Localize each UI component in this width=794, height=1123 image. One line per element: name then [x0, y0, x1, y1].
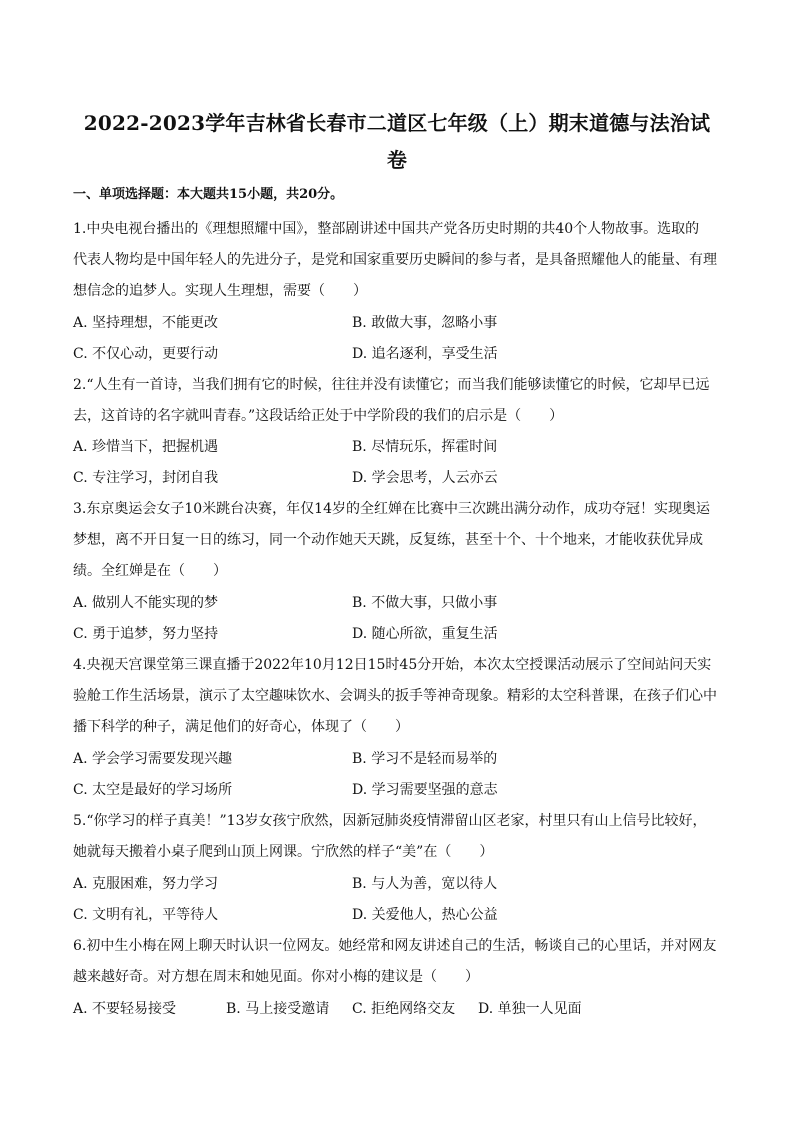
exam-title-line2: 卷	[386, 148, 408, 172]
section-heading: 一、单项选择题：本大题共15小题，共20分。	[73, 187, 344, 202]
option-d: D. 单独一人见面	[478, 1001, 582, 1017]
option-a: A. 珍惜当下，把握机遇	[73, 439, 219, 455]
question-line: 1.中央电视台播出的《理想照耀中国》，整部剧讲述中国共产党各历史时期的共40个人物故事。选取的	[73, 221, 700, 237]
option-b: B. 尽情玩乐，挥霍时间	[352, 439, 498, 455]
question-line: 6.初中生小梅在网上聊天时认识一位网友。她经常和网友讲述自己的生活，畅谈自己的心里话，并对网友	[73, 938, 717, 954]
question-line: 2.“人生有一首诗，当我们拥有它的时候，往往并没有读懂它；而当我们能够读懂它的时候，它却早已远	[73, 377, 710, 393]
option-b: B. 敢做大事，忽略小事	[352, 315, 498, 331]
option-d: D. 学会思考，人云亦云	[352, 470, 498, 486]
question-line: 3.东京奥运会女子10米跳台决赛，年仅14岁的全红婵在比赛中三次跳出满分动作，成功夺冠！实现奥运	[73, 501, 710, 517]
option-d: D. 追名逐利，享受生活	[352, 346, 498, 362]
option-c: C. 太空是最好的学习场所	[73, 782, 233, 798]
option-a: A. 做别人不能实现的梦	[73, 595, 219, 611]
question-line: 她就每天搬着小桌子爬到山顶上网课。宁欣然的样子“美”在（ ）	[73, 844, 494, 860]
exam-title-line1: 2022-2023学年吉林省长春市二道区七年级（上）期末道德与法治试	[83, 111, 711, 135]
question-line: 代表人物均是中国年轻人的先进分子，是党和国家重要历史瞬间的参与者，是具备照耀他人的能量、有理	[73, 252, 717, 268]
option-c: C. 不仅心动，更要行动	[73, 346, 219, 362]
option-a: A. 坚持理想，不能更改	[73, 315, 219, 331]
option-c: C. 拒绝网络交友	[352, 1001, 456, 1017]
option-b: B. 学习不是轻而易举的	[352, 751, 498, 767]
option-c: C. 勇于追梦，努力坚持	[73, 626, 219, 642]
question-line: 验舱工作生活场景，演示了太空趣味饮水、会调头的扳手等神奇现象。精彩的太空科普课，在孩子们心中	[73, 688, 717, 704]
option-b: B. 与人为善，宽以待人	[352, 876, 498, 892]
option-c: C. 文明有礼，平等待人	[73, 907, 219, 923]
question-line: 5.“你学习的样子真美！”13岁女孩宁欣然，因新冠肺炎疫情滞留山区老家，村里只有山上信号比较好，	[73, 813, 707, 829]
question-line: 4.央视天宫课堂第三课直播于2022年10月12日15时45分开始，本次太空授课活动展示了空间站问天实	[73, 657, 712, 673]
option-a: A. 克服困难，努力学习	[73, 876, 219, 892]
option-b: B. 不做大事，只做小事	[352, 595, 498, 611]
option-d: D. 学习需要坚强的意志	[352, 782, 498, 798]
option-a: A. 学会学习需要发现兴趣	[73, 751, 233, 767]
question-line: 播下科学的种子，满足他们的好奇心，体现了（ ）	[73, 719, 409, 735]
question-line: 去，这首诗的名字就叫青春。”这段话给正处于中学阶段的我们的启示是（ ）	[73, 408, 564, 424]
question-line: 想信念的追梦人。实现人生理想，需要（ ）	[73, 283, 367, 299]
option-b: B. 马上接受邀请	[226, 1001, 330, 1017]
question-line: 绩。全红婵是在（ ）	[73, 563, 227, 579]
question-line: 梦想，离不开日复一日的练习，同一个动作她天天跳，反复练，甚至十个、十个地来，才能收获优异成	[73, 532, 703, 548]
question-line: 越来越好奇。对方想在周末和她见面。你对小梅的建议是（ ）	[73, 969, 479, 985]
option-c: C. 专注学习，封闭自我	[73, 470, 219, 486]
option-d: D. 随心所欲，重复生活	[352, 626, 498, 642]
option-a: A. 不要轻易接受	[73, 1001, 177, 1017]
option-d: D. 关爱他人，热心公益	[352, 907, 498, 923]
